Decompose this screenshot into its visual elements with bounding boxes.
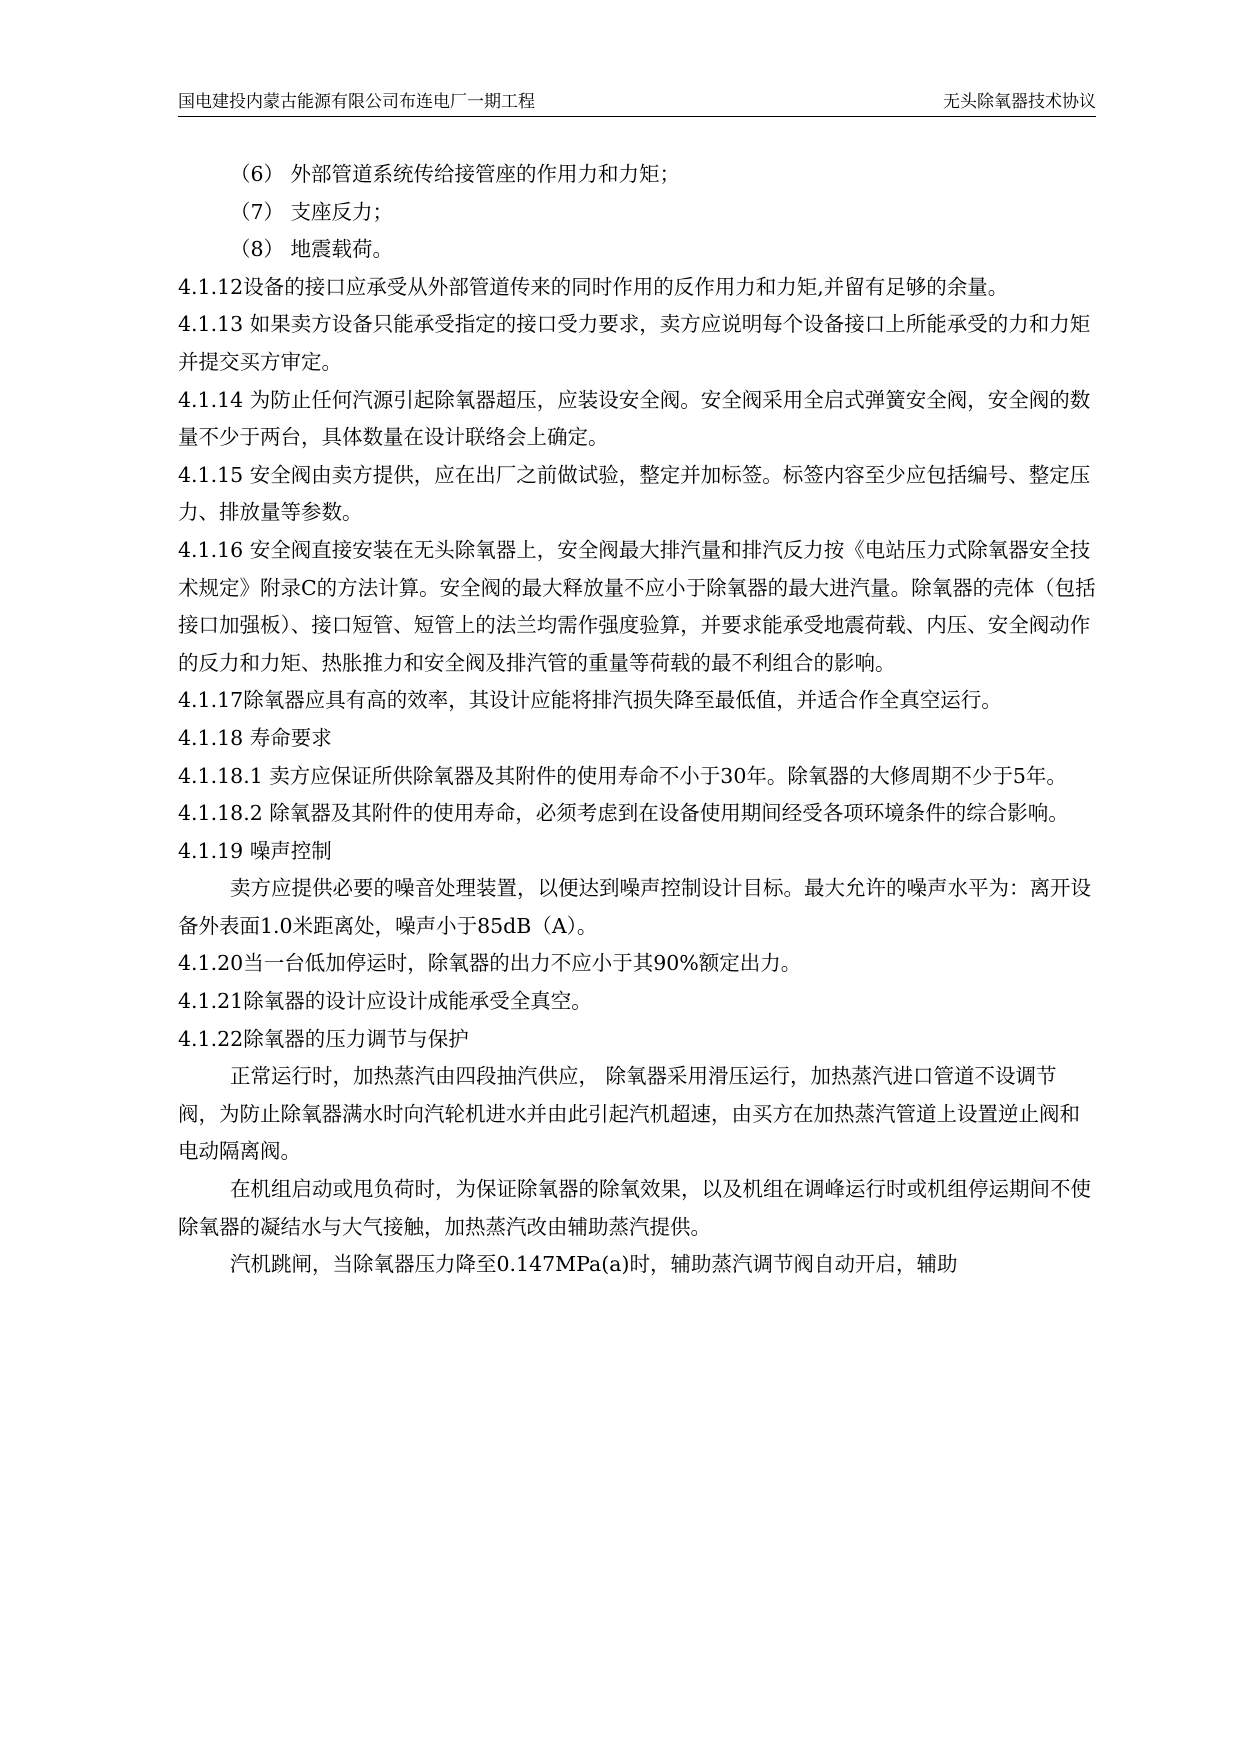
clause-4-1-18-1: 4.1.18.1 卖方应保证所供除氧器及其附件的使用寿命不小于30年。除氧器的大修周期不少于5年。 [178, 763, 1067, 788]
clause-4-1-15: 4.1.15 安全阀由卖方提供，应在出厂之前做试验，整定并加标签。标签内容至少应包括编号、整定压力、排放量等参数。 [178, 462, 1091, 525]
document-body [178, 156, 1096, 1284]
list-item-8: （8） 地震载荷。 [230, 237, 394, 262]
page-header [178, 88, 1096, 117]
normal-operation-paragraph: 正常运行时，加热蒸汽由四段抽汽供应， 除氧器采用滑压运行，加热蒸汽进口管道不设调节阀，为防止除氧器满水时向汽轮机进水并由此引起汽机超速，由买方在加热蒸汽管道上设置逆止阀和电动隔离阀。 [178, 1064, 1080, 1164]
clause-4-1-17: 4.1.17除氧器应具有高的效率，其设计应能将排汽损失降至最低值，并适合作全真空运行。 [178, 688, 1002, 713]
header-project-name: 国电建投内蒙古能源有限公司布连电厂一期工程 [178, 92, 535, 112]
clause-4-1-18-2: 4.1.18.2 除氧器及其附件的使用寿命，必须考虑到在设备使用期间经受各项环境条件的综合影响。 [178, 801, 1069, 826]
list-item-6: （6） 外部管道系统传给接管座的作用力和力矩； [230, 162, 681, 186]
list-item-7: （7） 支座反力； [230, 199, 394, 224]
clause-4-1-13: 4.1.13 如果卖方设备只能承受指定的接口受力要求，卖方应说明每个设备接口上所能承受的力和力矩并提交买方审定。 [178, 312, 1091, 374]
noise-control-paragraph: 卖方应提供必要的噪音处理装置，以便达到噪声控制设计目标。最大允许的噪声水平为：离开设备外表面1.0米距离处，噪声小于85dB（A）。 [178, 876, 1091, 938]
clause-4-1-21: 4.1.21除氧器的设计应设计成能承受全真空。 [178, 989, 592, 1014]
header-document-title: 无头除氧器技术协议 [943, 92, 1096, 112]
clause-4-1-12: 4.1.12设备的接口应承受从外部管道传来的同时作用的反作用力和力矩,并留有足够的余量。 [178, 274, 1009, 299]
clause-4-1-14: 4.1.14 为防止任何汽源引起除氧器超压，应装设安全阀。安全阀采用全启式弹簧安全阀，安全阀的数量不少于两台，具体数量在设计联络会上确定。 [178, 387, 1091, 450]
clause-4-1-19-heading: 4.1.19 噪声控制 [178, 838, 332, 863]
clause-4-1-18-heading: 4.1.18 寿命要求 [178, 725, 332, 750]
startup-paragraph: 在机组启动或甩负荷时，为保证除氧器的除氧效果，以及机组在调峰运行时或机组停运期间不使除氧器的凝结水与大气接触，加热蒸汽改由辅助蒸汽提供。 [178, 1177, 1091, 1239]
clause-4-1-22-heading: 4.1.22除氧器的压力调节与保护 [178, 1026, 469, 1051]
clause-4-1-16: 4.1.16 安全阀直接安装在无头除氧器上，安全阀最大排汽量和排汽反力按《电站压力式除氧器安全技术规定》附录C的方法计算。安全阀的最大释放量不应小于除氧器的最大进汽量。除氧器的壳体（包括接口加强板）、接口短管、短管上的法兰均需作强度验算，并要求能承受地震荷载、内压、安全阀动作的反力和力矩、热胀推力和安全阀及排汽管的重量等荷载的最不利组合的影响。 [178, 537, 1096, 675]
turbine-trip-paragraph: 汽机跳闸，当除氧器压力降至0.147MPa(a)时，辅助蒸汽调节阀自动开启，辅助 [230, 1252, 958, 1277]
clause-4-1-20: 4.1.20当一台低加停运时，除氧器的出力不应小于其90%额定出力。 [178, 951, 802, 976]
